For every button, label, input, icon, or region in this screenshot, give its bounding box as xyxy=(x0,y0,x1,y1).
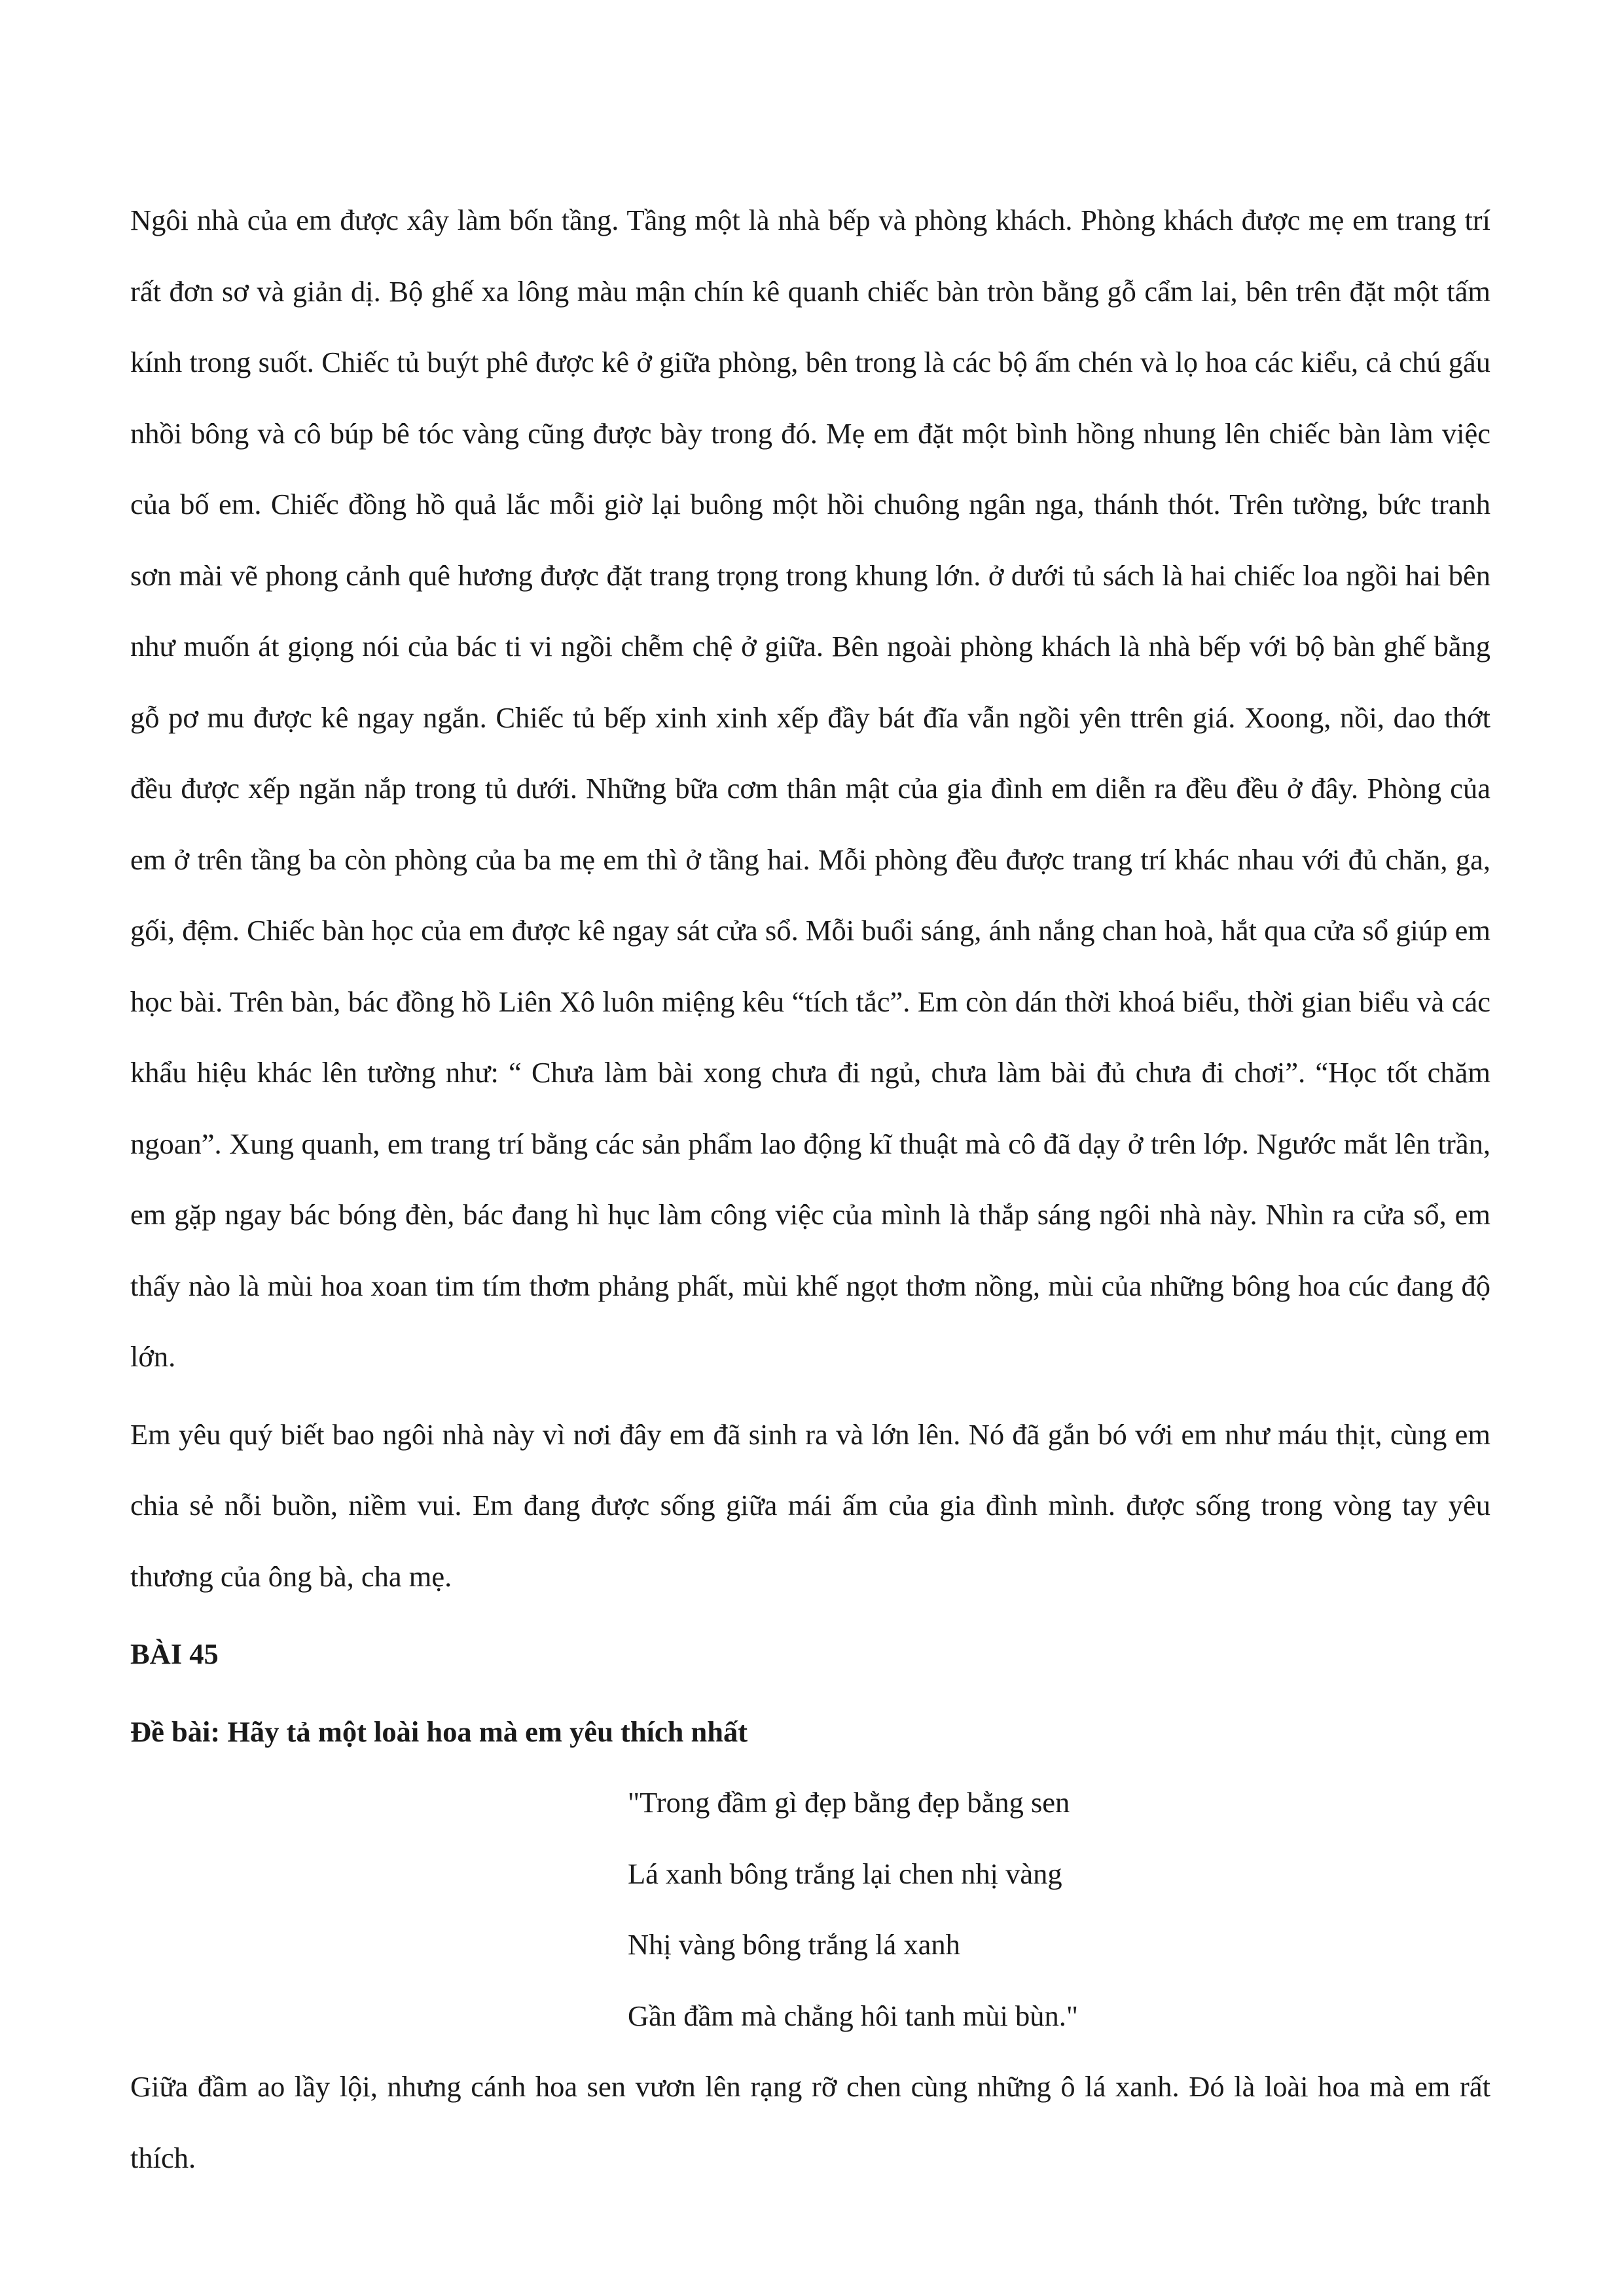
body-paragraph-conclusion: Em yêu quý biết bao ngôi nhà này vì nơi đây em đã sinh ra và lớn lên. Nó đã gắn bó với em như máu thịt, cùng em chia sẻ nỗi buồn, niềm vui. Em đang được sống giữa mái ấm của gia đình mình. được sống trong vòng tay yêu thương của ông bà, cha mẹ. xyxy=(130,1417,1490,1593)
poem-line: "Trong đầm gì đẹp bằng đẹp bằng sen xyxy=(628,1786,1070,1819)
poem-block xyxy=(130,1767,1490,2051)
body-paragraph-house: Ngôi nhà của em được xây làm bốn tầng. Tầng một là nhà bếp và phòng khách. Phòng khách được mẹ em trang trí rất đơn sơ và giản dị. Bộ ghế xa lông màu mận chín kê quanh chiếc bàn tròn bằng gỗ cẩm lai, bên trên đặt một tấm kính trong suốt. Chiếc tủ buýt phê được kê ở giữa phòng, bên trong là các bộ ấm chén và lọ hoa các kiểu, cả chú gấu nhồi bông và cô búp bê tóc vàng cũng được bày trong đó. Mẹ em đặt một bình hồng nhung lên chiếc bàn làm việc của bố em. Chiếc đồng hồ quả lắc mỗi giờ lại buông một hồi chuông ngân nga, thánh thót. Trên tường, bức tranh sơn mài vẽ phong cảnh quê hương được đặt trang trọng trong khung lớn. ở dưới tủ sách là hai chiếc loa ngồi hai bên như muốn át giọng nói của bác ti vi ngồi chễm chệ ở giữa. Bên ngoài phòng khách là nhà bếp với bộ bàn ghế bằng gỗ pơ mu được kê ngay ngắn. Chiếc tủ bếp xinh xinh xếp đầy bát đĩa vẫn ngồi yên ttrên giá. Xoong, nồi, dao thớt đều được xếp ngăn nắp trong tủ dưới. Những bữa cơm thân mật của gia đình em diễn ra đều đều ở đây. Phòng của em ở trên tầng ba còn phòng của ba mẹ em thì ở tầng hai. Mỗi phòng đều được trang trí khác nhau với đủ chăn, ga, gối, đệm. Chiếc bàn học của em được kê ngay sát cửa sổ. Mỗi buổi sáng, ánh nắng chan hoà, hắt qua cửa sổ giúp em học bài. Trên bàn, bác đồng hồ Liên Xô luôn miệng kêu “tích tắc”. Em còn dán thời khoá biểu, thời gian biểu và các khẩu hiệu khác lên tường như: “ Chưa làm bài xong chưa đi ngủ, chưa làm bài đủ chưa đi chơi”. “Học tốt chăm ngoan”. Xung quanh, em trang trí bằng các sản phẩm lao động kĩ thuật mà cô đã dạy ở trên lớp. Ngước mắt lên trần, em gặp ngay bác bóng đèn, bác đang hì hục làm công việc của mình là thắp sáng ngôi nhà này. Nhìn ra cửa sổ, em thấy nào là mùi hoa xoan tim tím thơm phảng phất, mùi khế ngọt thơm nồng, mùi của những bông hoa cúc đang độ lớn. xyxy=(130,204,1490,1373)
poem-line: Gần đầm mà chẳng hôi tanh mùi bùn." xyxy=(628,1999,1078,2032)
poem-line: Lá xanh bông trắng lại chen nhị vàng xyxy=(628,1857,1062,1890)
poem-line: Nhị vàng bông trắng lá xanh xyxy=(628,1928,960,1961)
lesson-title: BÀI 45 xyxy=(130,1637,219,1670)
essay-opening-paragraph: Giữa đầm ao lầy lội, nhưng cánh hoa sen vươn lên rạng rỡ chen cùng những ô lá xanh. Đó là loài hoa mà em rất thích. xyxy=(130,2070,1490,2174)
document-page xyxy=(130,185,1490,2193)
assignment-prompt: Đề bài: Hãy tả một loài hoa mà em yêu thích nhất xyxy=(130,1715,748,1748)
